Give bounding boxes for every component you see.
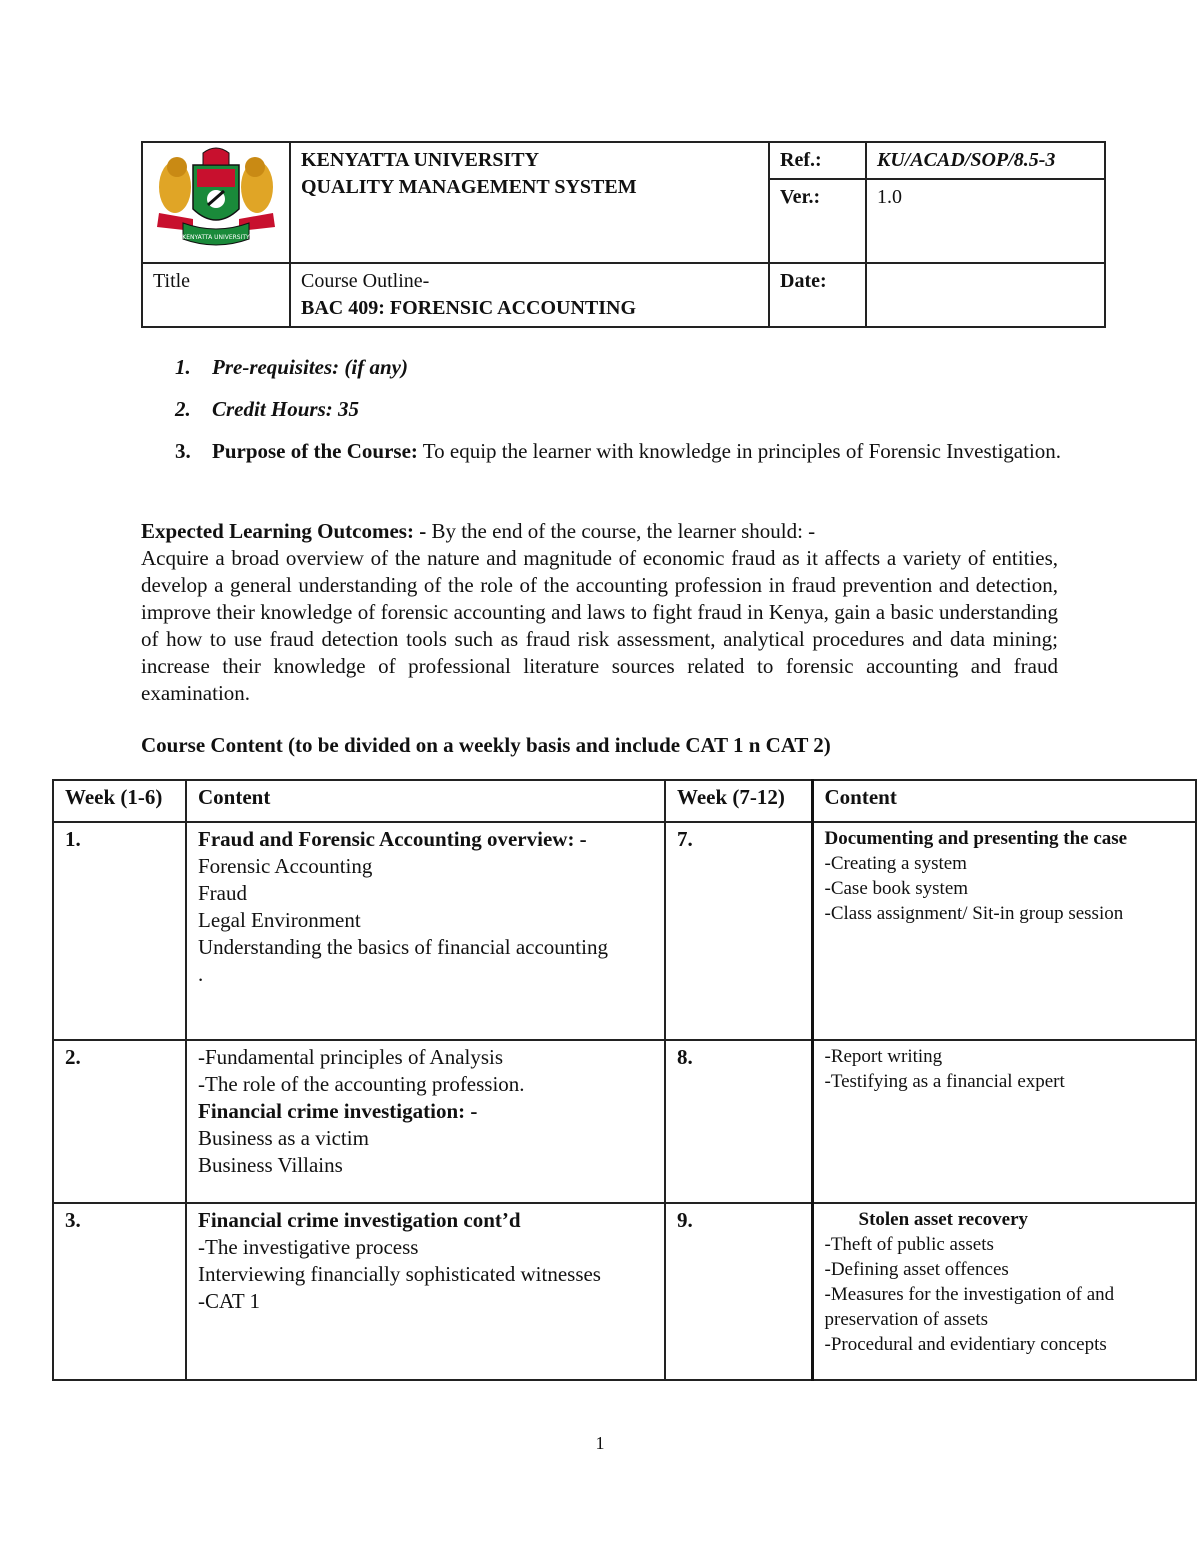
item-number: 2. [175,397,191,421]
outcomes-body: Acquire a broad overview of the nature and magnitude of economic fraud as it affects a variety of entities, develop a general understanding of the role of the accounting profession in fraud prevention and detection, improve their knowledge of forensic accounting and laws to fight fraud in Kenya, gain a basic understanding of how to use fraud detection tools such as fraud risk assessment, analytical procedures and data mining; increase their knowledge of professional literature sources related to forensic accounting and fraud examination. [141,546,1058,705]
content-line: Understanding the basics of financial accounting [198,935,608,959]
content-line: Financial crime investigation: - [198,1099,478,1123]
content-line: Legal Environment [198,908,361,932]
content-line: -Testifying as a financial expert [824,1071,1065,1092]
list-item [175,355,1075,379]
university-name: KENYATTA UNIVERSITY [301,149,540,171]
content-line: Business Villains [198,1153,343,1177]
content-line: Interviewing financially sophisticated witnesses [198,1262,601,1286]
page-number: 1 [595,1433,605,1453]
item-label: Credit Hours: 35 [212,397,360,421]
content-line: -The investigative process [198,1235,419,1259]
table-row [53,1040,1196,1203]
ver-label: Ver.: [769,179,866,263]
table-row [53,822,1196,1040]
content-line: -Measures for the investigation of and preservation of assets [824,1284,1115,1330]
table-row [53,1203,1196,1380]
content-cell [812,822,1196,1040]
content-cell [186,1203,665,1380]
content-cell [812,1040,1196,1203]
title-label: Title [142,263,290,327]
content-cell [186,822,665,1040]
ref-value: KU/ACAD/SOP/8.5-3 [866,142,1105,179]
course-content-table [52,779,1197,1381]
content-line: Forensic Accounting [198,854,373,878]
week-number: 7. [665,822,812,1040]
content-line: Business as a victim [198,1126,369,1150]
column-header: Week (1-6) [53,780,186,822]
date-value [866,263,1105,327]
content-line: Financial crime investigation cont’d [198,1208,521,1232]
week-number: 8. [665,1040,812,1203]
ref-label: Ref.: [769,142,866,179]
content-line: -Defining asset offences [824,1259,1009,1280]
content-line: . [198,962,204,986]
week-number: 9. [665,1203,812,1380]
course-code-title: BAC 409: FORENSIC ACCOUNTING [301,297,637,319]
item-number: 3. [175,439,191,463]
document-header-table [141,141,1106,328]
week-number: 2. [53,1040,186,1203]
week-number: 1. [53,822,186,1040]
logo-cell [142,142,290,263]
content-line: -Creating a system [824,853,967,874]
content-line: -Class assignment/ Sit-in group session [824,903,1124,924]
university-logo-icon [153,147,279,253]
column-header: Week (7-12) [665,780,812,822]
content-line: -Procedural and evidentiary concepts [824,1334,1107,1355]
content-line: Fraud and Forensic Accounting overview: - [198,827,587,851]
list-item [175,439,1075,472]
ver-value: 1.0 [866,179,1105,263]
system-name: QUALITY MANAGEMENT SYSTEM [301,176,637,198]
item-text: To equip the learner with knowledge in principles of Forensic Investigation. [417,439,1062,463]
date-label: Date: [769,263,866,327]
outcomes-intro: By the end of the course, the learner should: - [426,519,816,543]
content-cell [186,1040,665,1203]
content-cell [812,1203,1196,1380]
item-label: Pre-requisites: (if any) [212,355,408,379]
content-line: -CAT 1 [198,1289,261,1313]
column-header: Content [186,780,665,822]
title-cell [290,263,769,327]
column-header: Content [812,780,1196,822]
list-item [175,397,1075,421]
content-line: -The role of the accounting profession. [198,1072,525,1096]
title-line-1: Course Outline- [301,270,430,292]
item-number: 1. [175,355,191,379]
content-line: -Report writing [824,1046,943,1067]
content-line: Documenting and presenting the case [824,828,1128,849]
logo-lettering: KENYATTA UNIVERSITY [182,234,250,241]
content-line: Stolen asset recovery [858,1209,1029,1230]
outcomes-label: Expected Learning Outcomes: - [141,519,427,543]
content-line: -Case book system [824,878,969,899]
course-content-title: Course Content (to be divided on a weekly basis and include CAT 1 n CAT 2) [141,733,831,757]
learning-outcomes [141,518,1058,707]
item-label: Purpose of the Course: [212,439,418,463]
week-number: 3. [53,1203,186,1380]
content-line: -Fundamental principles of Analysis [198,1045,504,1069]
content-line: -Theft of public assets [824,1234,994,1255]
course-items-list [175,355,1075,490]
university-name-cell [290,142,769,263]
content-line: Fraud [198,881,247,905]
